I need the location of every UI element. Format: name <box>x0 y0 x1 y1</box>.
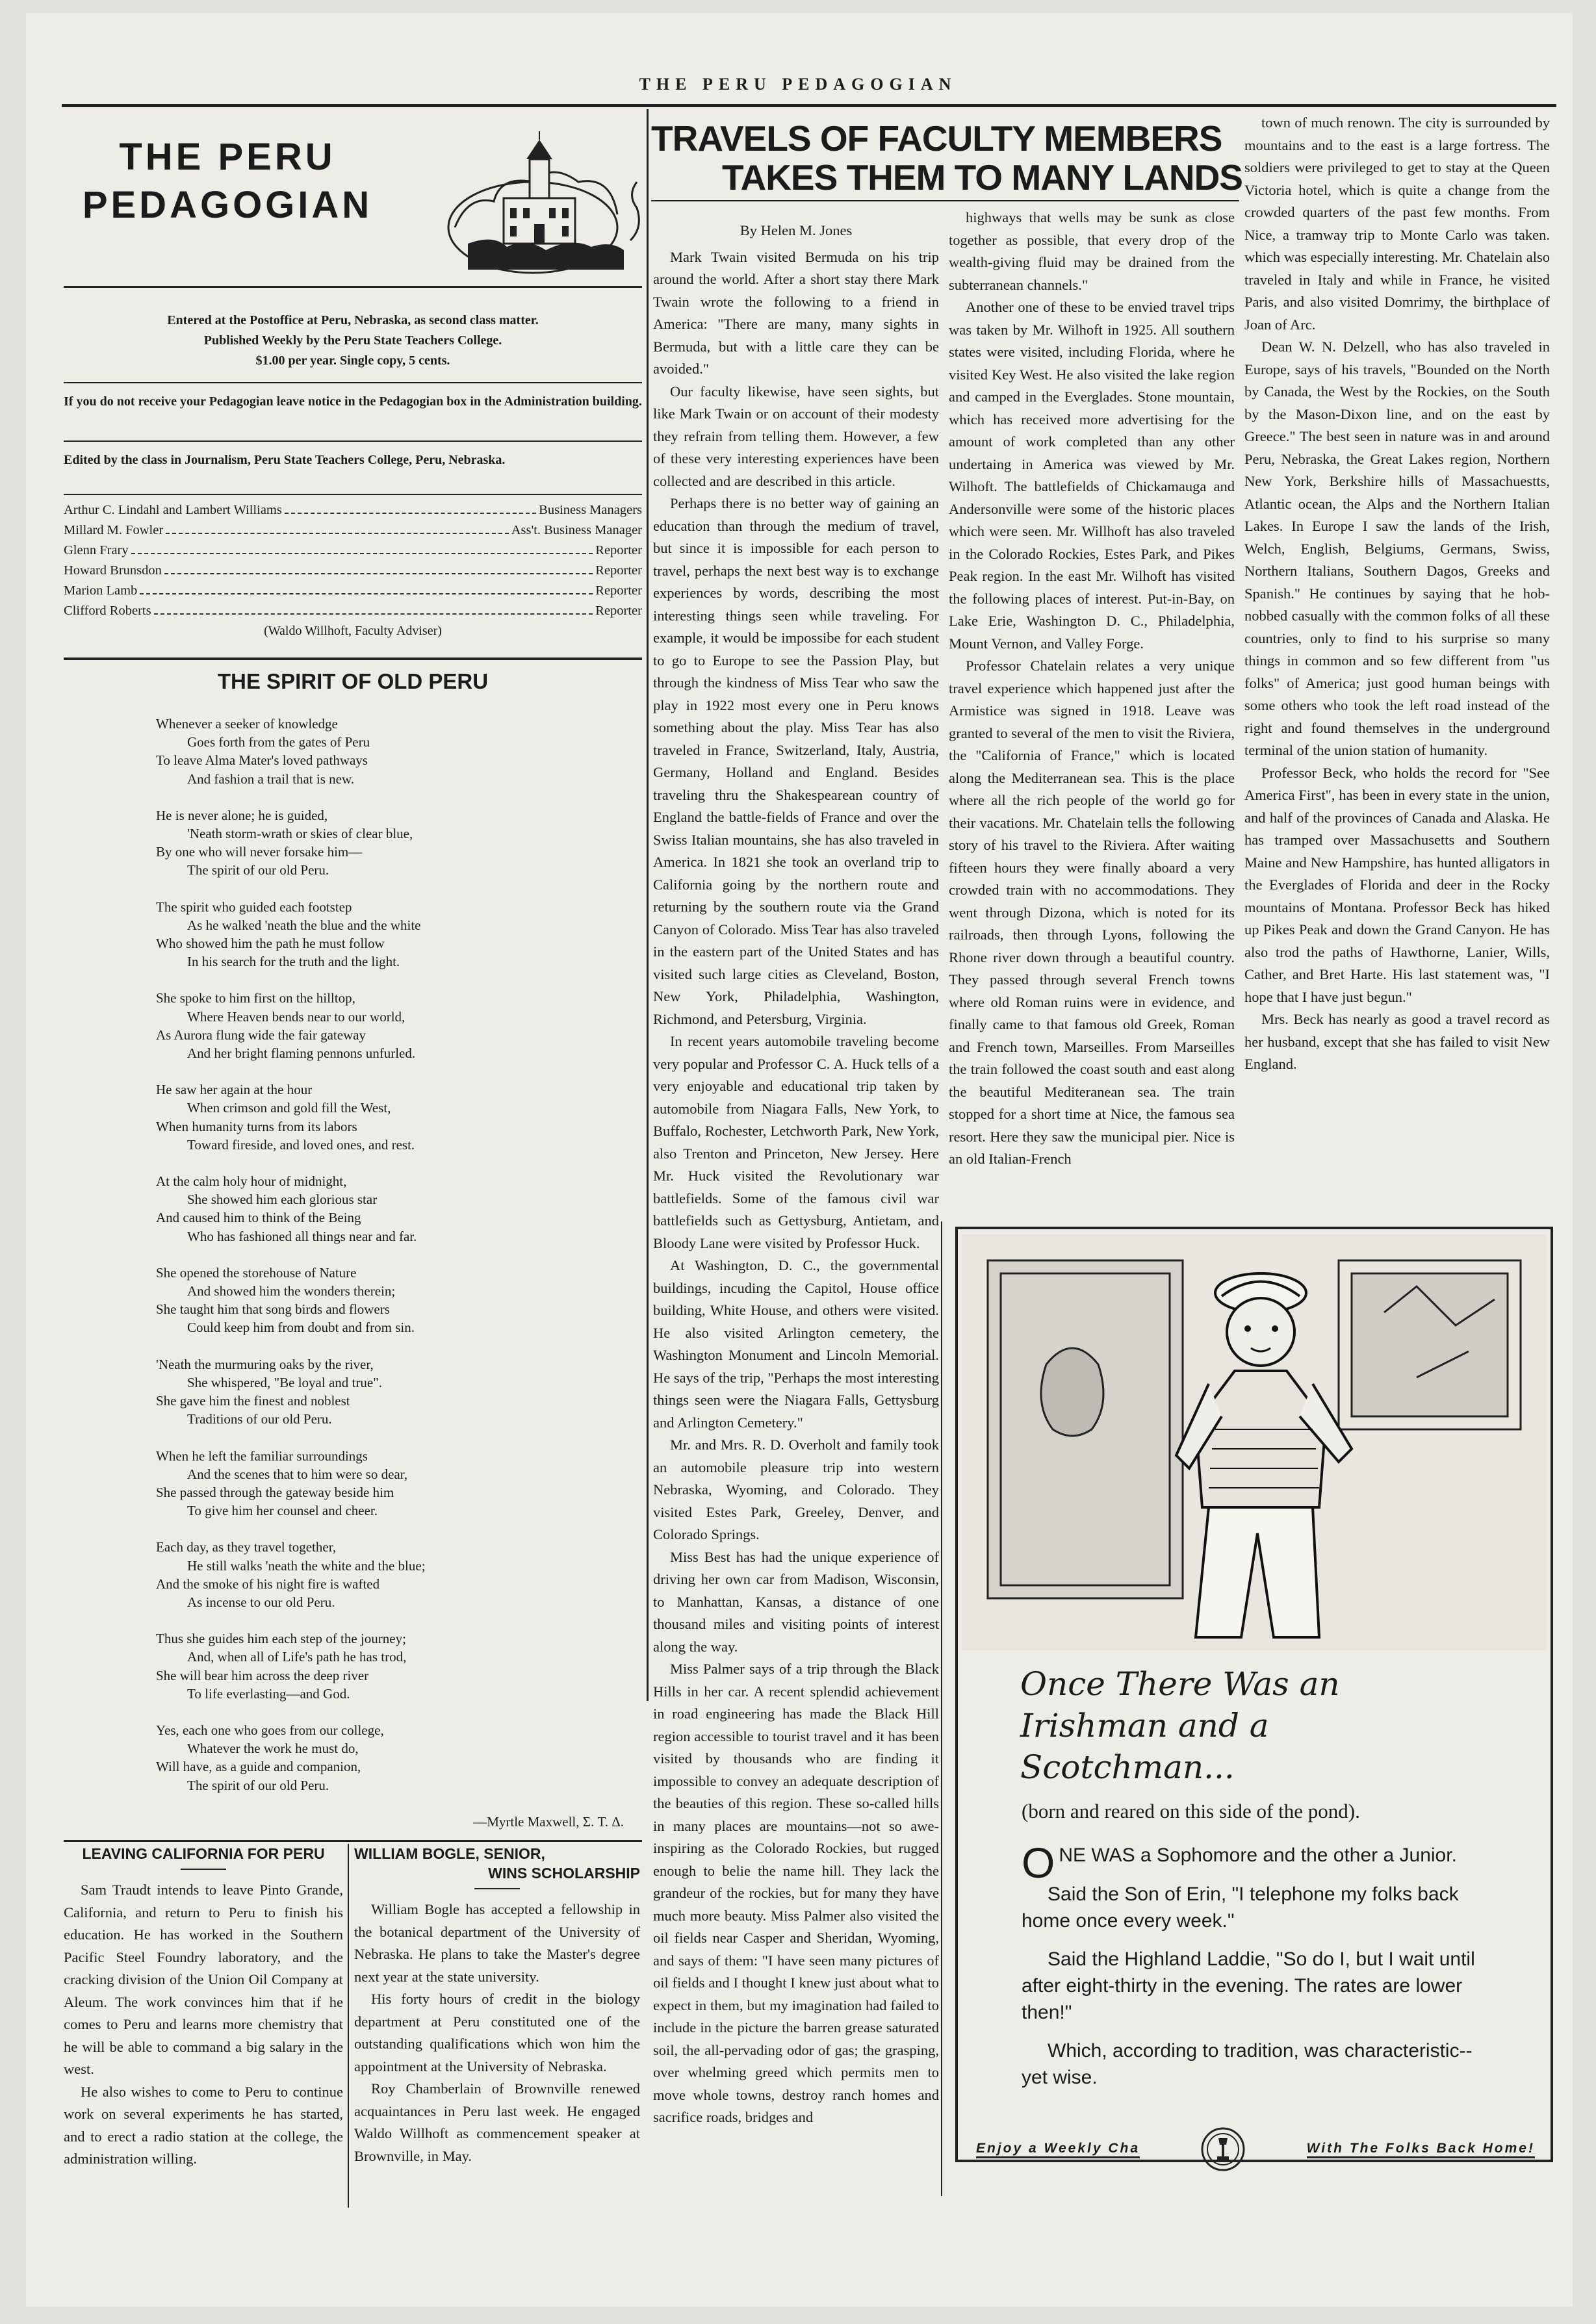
staff-row: Clifford Roberts Reporter <box>64 601 642 621</box>
story-divider <box>348 1844 349 2208</box>
info-rule-2 <box>64 441 642 442</box>
california-paragraph: Sam Traudt intends to leave Pinto Grande, California, and return to Peru to finish his education. He has worked in the Southern Pacific Steel Foundry laboratory, and the cracking division of the Union Oil Company at Aleum. The work convinces him that if he comes to Peru and learns more chemistry that he will be able to command a big salary in the west. <box>64 1882 343 2077</box>
masthead-info <box>64 311 642 371</box>
bogle-headline-2: WINS SCHOLARSHIP <box>488 1865 640 1882</box>
staff-row: Arthur C. Lindahl and Lambert Williams Business Managers <box>64 500 642 520</box>
poem-line: And showed him the wonders therein; <box>187 1283 396 1299</box>
staff-row: Howard Brunsdon Reporter <box>64 561 642 581</box>
poem-line: And caused him to think of the Being <box>156 1210 361 1226</box>
bogle-story <box>354 1844 640 2299</box>
poem-stanza <box>156 898 637 971</box>
info-rule-1 <box>64 382 642 383</box>
staff-list <box>64 500 642 641</box>
poem-line: As Aurora flung wide the fair gateway <box>156 1027 367 1043</box>
entered-notice: Entered at the Postoffice at Peru, Nebraska, as second class matter. <box>167 313 539 327</box>
bogle-paragraph: William Bogle has accepted a fellowship in the botanical department of the University of Nebraska. He plans to take the Master's degree next year at the state university. <box>354 1901 640 1985</box>
ad-body <box>1022 1839 1489 2102</box>
travels-column-2 <box>949 207 1235 1217</box>
bogle-paragraph: His forty hours of credit in the biology department at Peru constituted one of the outstanding qualifications which won him the appointment at the University of Nebraska. <box>354 1991 640 2075</box>
poem-line: He saw her again at the hour <box>156 1082 313 1098</box>
travels-paragraph: Professor Chatelain relates a very unique travel experience which happened just after the Armistice was signed in 1918. Leave was granted to several of the men to visit the Riviera, the "California of France," which is located along the Mediterranean sea. This is the place where all the rich people of the world go for their vacations. Mr. Chatelain tells the following story of his travel to the Riviera. After waiting fifteen hours they were finally aboard a very crowded train with no accommodations. They went through Dizona, which is noted for its railroads, then through Lyons, following the Rhone river down through a beautiful country. They passed through several French towns where old Roman ruins were in evidence, and finally came to that famous old Greek, Roman and French town, Marseilles. From Marseilles the train followed the coast south and east along the beautiful Mediteranean sea. The train stopped for a short time at Nice, the famous sea resort. Here they saw the municipal pier. Nice is an old Italian-French <box>949 658 1235 1167</box>
top-rule <box>62 104 1556 107</box>
bogle-paragraph: Roy Chamberlain of Brownville renewed acquaintances in Peru last week. He engaged Waldo Willhoft as commencement speaker at Brownville, in May. <box>354 2080 640 2164</box>
poem-line: She passed through the gateway beside him <box>156 1484 394 1500</box>
bogle-headline-1: WILLIAM BOGLE, SENIOR, <box>354 1845 545 1862</box>
poem-line: She showed him each glorious star <box>187 1192 378 1208</box>
poem-signature: —Myrtle Maxwell, Σ. T. Δ. <box>473 1813 624 1830</box>
poem-line: She opened the storehouse of Nature <box>156 1264 357 1281</box>
travels-paragraph: Miss Best has had the unique experience of driving her own car from Madison, Wisconsin, to Manhattan, Kansas, a distance of one thousand miles and visiting points of interest along the way. <box>653 1548 939 1655</box>
ad-footer <box>976 2130 1535 2169</box>
poem-stanza <box>156 1172 637 1245</box>
travels-paragraph: town of much renown. The city is surrounded by mountains and to the east is a large fortress. The soldiers were privileged to get to stay at the Queen Victoria hotel, which is quite a change from the crowded quarters of the past few months. From Nice, a tramway trip to Monte Carlo was taken. which was especially interesting. Mr. Chatelain also traveled in Italy and while in France, he visited Paris, and also visited Domrimy, the birthplace of Joan of Arc. <box>1244 114 1550 333</box>
masthead-title: THE PERU PEDAGOGIAN <box>82 136 373 226</box>
delivery-notice: If you do not receive your Pedagogian leave notice in the Pedagogian box in the Administration building. <box>64 394 642 409</box>
poem-line: She spoke to him first on the hilltop, <box>156 990 355 1006</box>
poem-line: Could keep him from doubt and from sin. <box>187 1320 415 1336</box>
column-rule-left <box>647 109 649 1701</box>
poem-line: She will bear him across the deep river <box>156 1667 369 1683</box>
bottom-left-rule <box>64 1840 642 1842</box>
college-building-illustration <box>442 130 656 279</box>
travels-paragraph: Miss Palmer says of a trip through the Black Hills in her car. A recent splendid achievement in road engineering has made the Black Hill region accessible to tourist travel and it has been visited by thousands who are finding it impossible to convey an adequate description of the beauties of this region. These so-called hills in many places are mountains—not so awe-inspiring as the Colorado Rockies, but rugged enough to belie the name hill. They lack the grandeur of the rockies, but for many they have much more beauty. Miss Palmer also visited the oil fields near Casper and Sheridan, Wyoming, and says of them: "I have seen many pictures of oil fields and I thought I knew just about what to expect in them, but my imagination had failed to include in the picture the barren grease saturated soil, the all-pervading odor of gas; the grasping, over whelming greed which permits men to move whole towns, destroy ranch homes and sacrifice roads, bridges and <box>653 1661 939 2125</box>
published-notice: Published Weekly by the Peru State Teachers College. <box>203 333 502 348</box>
poem-stanza <box>156 989 637 1062</box>
poem-line: Who has fashioned all things near and far. <box>187 1228 417 1244</box>
travels-paragraph: Another one of these to be envied travel trips was taken by Mr. Wilhoft in 1925. All southern states were visited, including Florida, where he visited Key West. He also visited the lake region and camped in the Everglades. Stone mountain, which has received more advertising for the amount of work completed than any other undertaing in America was viewed by Mr. Wilhoft. The battlefields of Chickamauga and Andersonville were some of the historic places which were seen. Mr. Willhoft has also traveled in the Colorado Rockies, Estes Park, and Pikes Peak region. In the east Mr. Wilhoft has visited the following places of interest. Put-in-Bay, on Lake Erie, Washington D. C., Philadelphia, Mount Vernon, and Valley Forge. <box>949 299 1235 652</box>
poem-line: To life everlasting—and God. <box>187 1685 350 1702</box>
poem-line: Whenever a seeker of knowledge <box>156 716 338 732</box>
poem-line: 'Neath the murmuring oaks by the river, <box>156 1356 374 1372</box>
poem-line: When humanity turns from its labors <box>156 1118 357 1134</box>
byline: By Helen M. Jones <box>740 222 853 238</box>
poem-line: As incense to our old Peru. <box>187 1594 335 1610</box>
poem-line: The spirit who guided each footstep <box>156 899 352 915</box>
poem-line: Who showed him the path he must follow <box>156 936 385 952</box>
travels-paragraph: Professor Beck, who holds the record for "See America First", has been in every state in the union, and half of the provinces of Canada and Alaska. He has tramped over Massachusetts and Southern Maine and New Hampshire, has hunted alligators in the Everglades of Florida and deer in the Rocky mountains of Montana. Professor Beck has hiked up Pikes Peak and down the Grand Canyon. He has also trod the paths of Hawthorne, Lanier, Wills, Cather, and Bret Harte. His last statement was, "I hope that I have just begun." <box>1244 764 1550 1005</box>
poem-line: At the calm holy hour of midnight, <box>156 1173 347 1190</box>
poem-line: Will have, as a guide and companion, <box>156 1759 361 1775</box>
poem-line: He still walks 'neath the white and the blue; <box>187 1557 426 1574</box>
travels-paragraph: highways that wells may be sunk as close together as possible, that every drop of the wealth-giving fluid may be drained from the subterranean channels." <box>949 209 1235 293</box>
travels-paragraph: Mark Twain visited Bermuda on his trip around the world. After a short stay there Mark Twain wrote the following to a friend in America: "There are many, many sights in Bermuda, but with a little care they can be avoided." <box>653 248 939 377</box>
staff-row: Millard M. Fowler Ass't. Business Manager <box>64 520 642 541</box>
poem <box>156 715 637 1831</box>
running-head: THE PERU PEDAGOGIAN <box>639 75 957 94</box>
poem-line: She taught him that song birds and flowers <box>156 1301 390 1318</box>
poem-line: And, when all of Life's path he has trod, <box>187 1649 407 1665</box>
poem-line: Thus she guides him each step of the journey; <box>156 1631 406 1647</box>
staff-row: Marion Lamb Reporter <box>64 581 642 601</box>
poem-line: Goes forth from the gates of Peru <box>187 734 370 750</box>
poem-line: The spirit of our old Peru. <box>187 862 329 878</box>
poem-line: She gave him the finest and noblest <box>156 1393 350 1409</box>
travels-paragraph: Mr. and Mrs. R. D. Overholt and family took an automobile pleasure trip into western Nebraska, Wyoming, and Colorado. They visited Estes Park, Greeley, Denver, and Colorado Springs. <box>653 1437 939 1542</box>
staff-rule <box>64 658 642 660</box>
poem-stanza <box>156 1080 637 1154</box>
travels-column-1 <box>653 214 939 2254</box>
travels-headline: TRAVELS OF FACULTY MEMBERS TAKES THEM TO MANY LANDS <box>651 118 1242 198</box>
column-rule-mid <box>941 1221 942 2196</box>
travels-paragraph: Our faculty likewise, have seen sights, but like Mark Twain or on account of their modesty they refrain from telling them. However, a few of these very interesting experiences have been collected and are described in this article. <box>653 383 939 489</box>
poem-stanza <box>156 715 637 788</box>
poem-stanza <box>156 1538 637 1611</box>
poem-line: Each day, as they travel together, <box>156 1539 337 1555</box>
poem-line: When he left the familiar surroundings <box>156 1448 368 1464</box>
poem-line: The spirit of our old Peru. <box>187 1777 329 1793</box>
poem-line: She whispered, "Be loyal and true". <box>187 1374 382 1390</box>
bell-telephone-seal <box>1200 2126 1246 2172</box>
poem-line: 'Neath storm-wrath or skies of clear blue, <box>187 826 413 842</box>
poem-line: When crimson and gold fill the West, <box>187 1100 391 1116</box>
poem-line: To give him her counsel and cheer. <box>187 1503 378 1519</box>
poem-line: As he walked 'neath the blue and the white <box>187 917 421 933</box>
poem-line: And the scenes that to him were so dear, <box>187 1466 408 1482</box>
poem-line: He is never alone; he is guided, <box>156 807 328 823</box>
california-paragraph: He also wishes to come to Peru to continue work on several experiments he has started, and to erect a radio station at the college, the administration willing. <box>64 2083 343 2167</box>
california-headline: LEAVING CALIFORNIA FOR PERU <box>82 1845 325 1862</box>
ad-paragraph-4: Which, according to tradition, was characteristic--yet wise. <box>1022 2040 1473 2088</box>
california-story <box>64 1844 343 2299</box>
price-notice: $1.00 per year. Single copy, 5 cents. <box>255 353 450 368</box>
edited-notice: Edited by the class in Journalism, Peru State Teachers College, Peru, Nebraska. <box>64 453 506 467</box>
poem-stanza <box>156 1629 637 1703</box>
poem-line: Where Heaven bends near to our world, <box>187 1008 405 1025</box>
poem-line: And fashion a trail that is new. <box>187 771 354 787</box>
poem-line: In his search for the truth and the light. <box>187 954 400 970</box>
poem-line: And her bright flaming pennons unfurled. <box>187 1045 416 1062</box>
travels-paragraph: At Washington, D. C., the governmental buildings, incuding the Capitol, House office building, White House, and others were visited. He also visited Arlington cemetery, the Washington Monument and Lincoln Memorial. He says of the trip, "Perhaps the most interesting things seen were the Niagara Falls, Gettysburg and Arlington Cemetery." <box>653 1257 939 1431</box>
poem-title: THE SPIRIT OF OLD PERU <box>217 669 489 693</box>
ad-footer-left: Enjoy a Weekly Cha <box>976 2141 1140 2158</box>
travels-paragraph: Perhaps there is no better way of gaining an education than through the medium of travel, but since it is impossible for each person to travel, perhaps the next best way is to exchange experiences by words, describing the most interesting things seen while traveling. For example, it would be impossibe for each student to go to Europe to see the Passion Play, but through the kindness of Miss Tear who saw the play in 1922 most every one in Peru knows something about the play. Miss Tear has also traveled in France, Switzerland, Italy, Austria, Germany, Holland and England. Besides traveling thru the Shakespearean country of England the battle-fields of France and over the Swiss Italian mountains, she has also traveled in America. In 1821 she took an overland trip to California going by the northern route and returning by the southern route via the Grand Canyon of Colorado. Miss Tear has also traveled in the eastern part of the United States and has visited such large cities as Cleveland, Boston, New York, Philadelphia, Washington, Richmond, and Petersburg, Virginia. <box>653 495 939 1027</box>
ad-subhead: (born and reared on this side of the pond). <box>1022 1800 1360 1822</box>
travels-paragraph: Mrs. Beck has nearly as good a travel record as her husband, except that she has failed to visit New England. <box>1244 1011 1550 1072</box>
poem-line: Yes, each one who goes from our college, <box>156 1722 384 1738</box>
poem-stanza <box>156 806 637 880</box>
travels-column-3 <box>1244 112 1550 1216</box>
faculty-adviser: (Waldo Willhoft, Faculty Adviser) <box>264 624 442 638</box>
ad-paragraph-3: Said the Highland Laddie, "So do I, but I wait until after eight-thirty in the evening. The rates are lower then!" <box>1022 1948 1475 2023</box>
travels-paragraph: In recent years automobile traveling become very popular and Professor C. A. Huck tells of a very enjoyable and educational trip taken by automobile from Niagara Falls, New York, to Buffalo, Rochester, Letchworth Park, New York, also Trenton and Princeton, New Jersey. Here Mr. Huck visited the Revolutionary war battlefields. Some of the famous civil war battlefields such as Gettysburg, Antietam, and Bloody Lane were visited by Professor Huck. <box>653 1033 939 1251</box>
poem-line: To leave Alma Mater's loved pathways <box>156 752 368 769</box>
poem-line: Toward fireside, and loved ones, and rest. <box>187 1136 415 1153</box>
ad-paragraph-1: ONE WAS a Sophomore and the other a Junior. <box>1022 1839 1457 1887</box>
ad-paragraph-2: Said the Son of Erin, "I telephone my folks back home once every week." <box>1022 1883 1459 1932</box>
ad-footer-right: With The Folks Back Home! <box>1307 2141 1535 2158</box>
poem-stanza <box>156 1355 637 1429</box>
poem-line: Traditions of our old Peru. <box>187 1411 332 1427</box>
poem-line: And the smoke of his night fire is wafted <box>156 1576 380 1592</box>
drop-cap: O <box>1022 1839 1055 1887</box>
poem-line: By one who will never forsake him— <box>156 844 363 860</box>
info-rule-3 <box>64 494 642 495</box>
poem-stanza <box>156 1721 637 1794</box>
poem-stanza <box>156 1447 637 1520</box>
poem-stanza <box>156 1264 637 1337</box>
ad-headline: Once There Was an Irishman and a Scotchman... <box>1020 1665 1340 1786</box>
travels-headline-rule <box>651 200 1239 201</box>
staff-row: Glenn Frary Reporter <box>64 541 642 561</box>
poem-line: Whatever the work he must do, <box>187 1741 359 1757</box>
masthead-rule <box>64 286 642 288</box>
travels-paragraph: Dean W. N. Delzell, who has also traveled in Europe, says of his travels, "Bounded on the North by Canada, the West by the Rockies, on the South by the Mason-Dixon line, and on the east by Greece." The best seen in nature was in and around Peru, Nebraska, the Great Lakes region, Northern New York, Berkshire hills of Massachuestts, Atlantic ocean, the Alps and the Northern Italian Lakes. In Europe I saw the lands of the Irish, Welch, English, Belgiums, Germans, Swiss, Northern Italians, Southern Dagos, Greeks and Spanish." He continues by saying that he hob-nobbed casually with the common folks of all these countries, only to find to his surprise so many things in common and so few different from "us folks" of America; just good human beings with some others who took the left road instead of the right and found themselves in the underground terminal of the union station of humanity. <box>1244 338 1550 758</box>
student-illustration <box>962 1234 1547 1650</box>
